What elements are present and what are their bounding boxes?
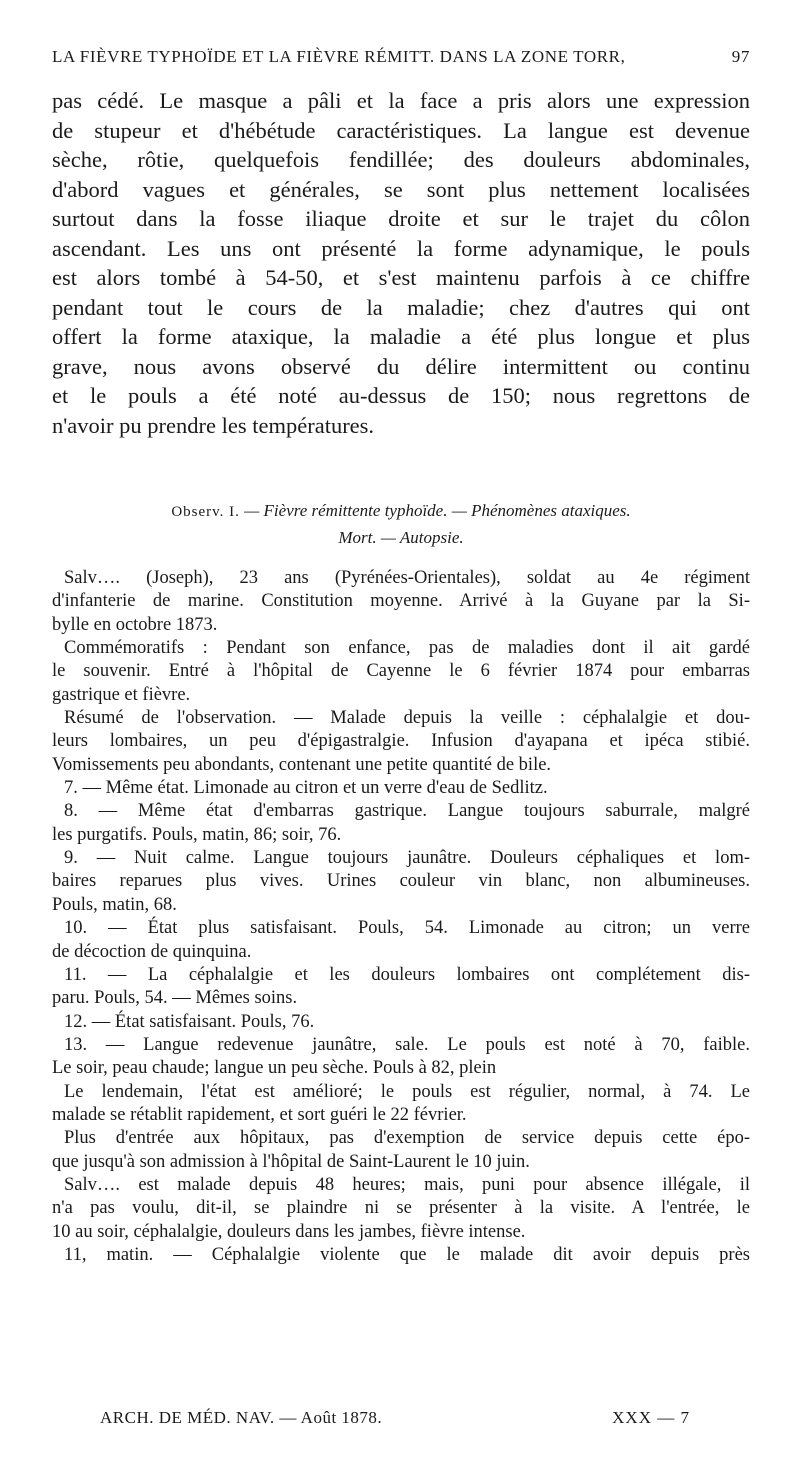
running-head [52, 47, 750, 69]
paragraph-line: sèche, rôtie, quelquefois fendillée; des douleurs abdominales, [52, 147, 750, 172]
observation-line: 10 au soir, céphalalgie, douleurs dans les jambes, fièvre intense. [52, 1221, 526, 1242]
observation-line: le souvenir. Entré à l'hôpital de Cayenne le 6 février 1874 pour embarras [52, 661, 750, 682]
observation-line: Le lendemain, l'état est amélioré; le pouls est régulier, normal, à 74. Le [64, 1081, 750, 1102]
observation-line: 11, matin. — Céphalalgie violente que le malade dit avoir depuis près [64, 1244, 750, 1265]
observation-line: Plus d'entrée aux hôpitaux, pas d'exemption de service depuis cette épo- [64, 1128, 750, 1149]
observation-subtitle: Mort. — Autopsie. [338, 528, 464, 547]
observation-line: paru. Pouls, 54. — Mêmes soins. [52, 988, 298, 1009]
observation-line: n'a pas voulu, dit-il, se plaindre ni se présenter à la visite. A l'entrée, le [52, 1198, 750, 1219]
running-head-title: LA FIÈVRE TYPHOÏDE ET LA FIÈVRE RÉMITT. DANS LA ZONE TORR, [52, 47, 626, 66]
observation-line: 13. — Langue redevenue jaunâtre, sale. Le pouls est noté à 70, faible. [64, 1034, 750, 1055]
paragraph-line: offert la forme ataxique, la maladie a été plus longue et plus [52, 324, 750, 349]
observation-line: 7. — Même état. Limonade au citron et un verre d'eau de Sedlitz. [64, 778, 548, 799]
observation-line: Salv…. (Joseph), 23 ans (Pyrénées-Orientales), soldat au 4e régiment [64, 568, 750, 588]
paragraph-line: pendant tout le cours de la maladie; chez d'autres qui ont [52, 294, 750, 320]
observation-title: — Fièvre rémittente typhoïde. — Phénomènes ataxiques. [239, 501, 631, 520]
observation-line: malade se rétablit rapidement, et sort guéri le 22 février. [52, 1104, 467, 1125]
observation-line: gastrique et fièvre. [52, 684, 191, 705]
observation-heading [52, 498, 750, 551]
observation-line: Le soir, peau chaude; langue un peu sèche. Pouls à 82, plein [52, 1058, 497, 1079]
observation-line: baires reparues plus vives. Urines couleur vin blanc, non albumineuses. [52, 871, 750, 892]
observation-line: les purgatifs. Pouls, matin, 86; soir, 76. [52, 824, 342, 845]
observation-line: 11. — La céphalalgie et les douleurs lombaires ont complétement dis- [64, 964, 750, 985]
observation-line: 12. — État satisfaisant. Pouls, 76. [64, 1011, 315, 1032]
paragraph-line: est alors tombé à 54-50, et s'est maintenu parfois à ce chiffre [52, 265, 750, 290]
paragraph-line: et le pouls a été noté au-dessus de 150; nous regrettons de [52, 383, 750, 408]
page-number: 97 [731, 47, 750, 66]
observation-line: que jusqu'à son admission à l'hôpital de Saint-Laurent le 10 juin. [52, 1151, 530, 1172]
paragraph-line: d'abord vagues et générales, se sont plus nettement localisées [52, 176, 750, 202]
paragraph-line: pas cédé. Le masque a pâli et la face a pris alors une expression [52, 88, 750, 113]
observation-line: Pouls, matin, 68. [52, 894, 177, 915]
observation-line: Résumé de l'observation. — Malade depuis la veille : céphalalgie et dou- [64, 708, 750, 729]
observation-line: 10. — État plus satisfaisant. Pouls, 54. Limonade au citron; un verre [64, 918, 750, 939]
observation-line: leurs lombaires, un peu d'épigastralgie. Infusion d'ayapana et ipéca stibié. [52, 731, 750, 752]
signature-mark: XXX — 7 [612, 1408, 690, 1427]
paragraph-line: de stupeur et d'hébétude caractéristiques. La langue est devenue [52, 117, 750, 143]
observation-line: de décoction de quinquina. [52, 941, 252, 962]
observation-line: bylle en octobre 1873. [52, 614, 218, 635]
observation-line: Salv…. est malade depuis 48 heures; mais, puni pour absence illégale, il [64, 1174, 750, 1195]
observation-text [52, 567, 750, 1267]
paragraph-line: n'avoir pu prendre les températures. [52, 412, 375, 438]
paragraph-line: ascendant. Les uns ont présenté la forme adynamique, le pouls [52, 235, 750, 261]
main-paragraph [52, 86, 750, 440]
observation-line: Commémoratifs : Pendant son enfance, pas de maladies dont il ait gardé [64, 638, 750, 659]
page-footer [100, 1408, 690, 1432]
paragraph-line: surtout dans la fosse iliaque droite et sur le trajet du côlon [52, 206, 750, 231]
observation-line: Vomissements peu abondants, contenant une petite quantité de bile. [52, 754, 552, 775]
observation-label: Observ. I. [171, 504, 240, 520]
observation-line: 9. — Nuit calme. Langue toujours jaunâtre. Douleurs céphaliques et lom- [64, 848, 750, 869]
journal-citation: ARCH. DE MÉD. NAV. — Août 1878. [100, 1408, 383, 1427]
observation-line: d'infanterie de marine. Constitution moyenne. Arrivé à la Guyane par la Si- [52, 591, 750, 612]
paragraph-line: grave, nous avons observé du délire intermittent ou continu [52, 353, 750, 379]
observation-line: 8. — Même état d'embarras gastrique. Langue toujours saburrale, malgré [64, 801, 750, 822]
